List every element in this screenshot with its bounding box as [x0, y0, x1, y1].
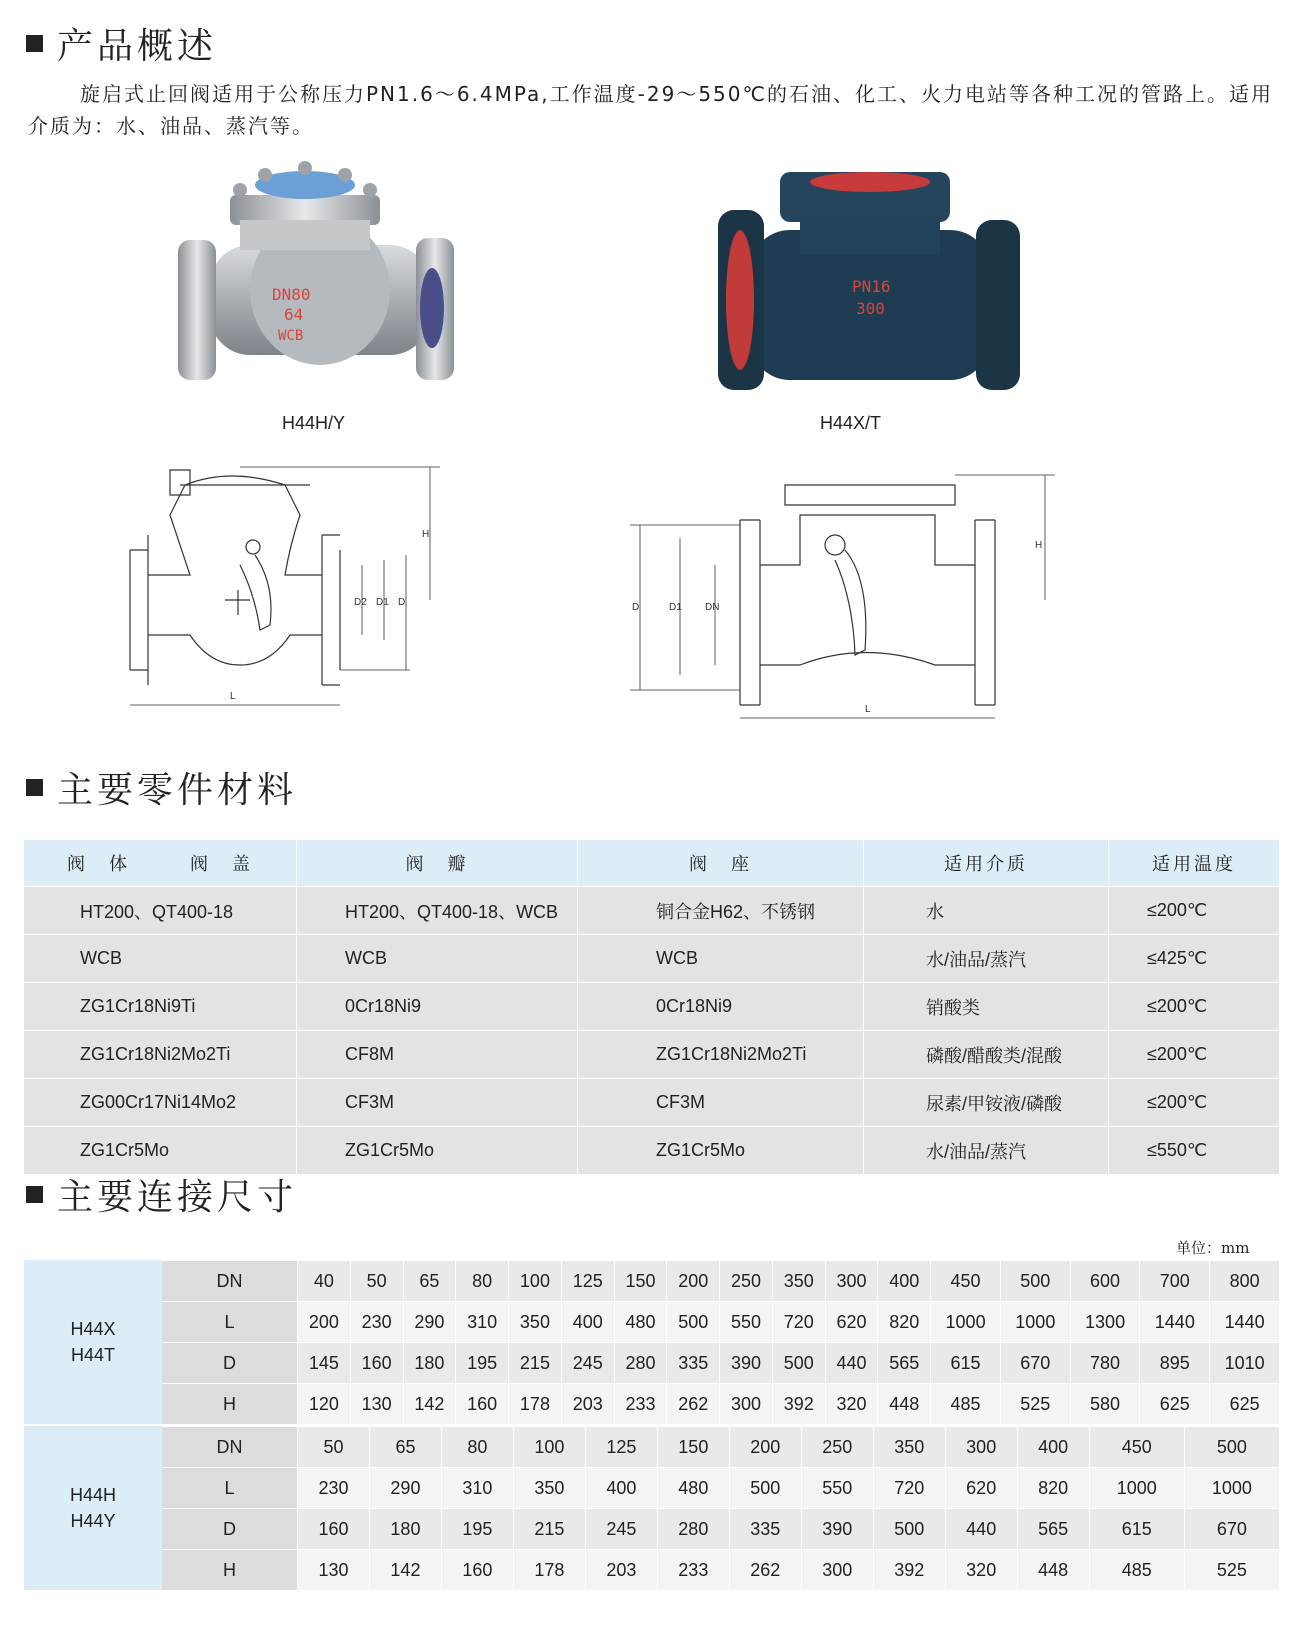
dimension-cell: 178	[513, 1550, 585, 1591]
dimension-cell: 400	[1017, 1427, 1089, 1468]
materials-cell: 尿素/甲铵液/磷酸	[864, 1079, 1109, 1127]
dimension-table-h44h	[24, 1426, 1280, 1590]
dimension-cell: 820	[878, 1302, 931, 1343]
dimension-row-label: L	[162, 1302, 298, 1343]
dimension-cell: 180	[403, 1343, 456, 1384]
dimension-cell: 203	[561, 1384, 614, 1425]
dimension-cell: 300	[801, 1550, 873, 1591]
dimension-cell: 390	[720, 1343, 773, 1384]
dimension-cell: 130	[350, 1384, 403, 1425]
header-seat: 阀 座	[578, 840, 864, 887]
dimension-cell: 160	[456, 1384, 509, 1425]
header-temperature: 适用温度	[1109, 840, 1280, 887]
square-bullet-icon	[26, 1186, 43, 1203]
dimension-cell: 40	[298, 1261, 351, 1302]
materials-cell: WCB	[297, 935, 578, 983]
dimension-cell: 480	[657, 1468, 729, 1509]
dimension-cell: 390	[801, 1509, 873, 1550]
dimension-cell: 350	[873, 1427, 945, 1468]
dimension-row-label: D	[162, 1343, 298, 1384]
dimension-cell: 620	[945, 1468, 1017, 1509]
materials-row	[24, 935, 1280, 983]
dimension-cell: 100	[513, 1427, 585, 1468]
dimension-cell: 392	[772, 1384, 825, 1425]
section-title-text: 主要连接尺寸	[57, 1177, 298, 1218]
dimension-cell: 615	[931, 1343, 1001, 1384]
dimension-cell: 65	[403, 1261, 456, 1302]
dimension-cell: 820	[1017, 1468, 1089, 1509]
model-name: H44T	[70, 1345, 115, 1365]
materials-cell: 铜合金H62、不锈钢	[578, 887, 864, 935]
dimension-cell: 290	[403, 1302, 456, 1343]
dimension-cell: 1000	[1089, 1468, 1184, 1509]
dimension-row-label: DN	[162, 1261, 298, 1302]
dimension-row-label: L	[162, 1468, 298, 1509]
materials-row	[24, 887, 1280, 935]
dimension-row	[162, 1550, 1280, 1591]
dimension-cell: 895	[1140, 1343, 1210, 1384]
materials-cell: 0Cr18Ni9	[297, 983, 578, 1031]
dimension-cell: 280	[657, 1509, 729, 1550]
dimension-row	[162, 1509, 1280, 1550]
intro-text: 旋启式止回阀适用于公称压力PN1.6～6.4MPa,工作温度-29～550℃的石油、化工、火力电站等各种工况的管路上。适用介质为：水、油品、蒸汽等。	[28, 82, 1273, 138]
materials-cell: WCB	[578, 935, 864, 983]
dim-label-d2: D2	[354, 597, 367, 608]
dimension-cell: 160	[298, 1509, 370, 1550]
dimension-cell: 178	[509, 1384, 562, 1425]
dimension-cell: 800	[1210, 1261, 1280, 1302]
dimension-cell: 200	[729, 1427, 801, 1468]
dim-label-l: L	[865, 704, 871, 715]
dimension-cell: 215	[509, 1343, 562, 1384]
dimension-row	[162, 1468, 1280, 1509]
dim-label-dn: DN	[705, 602, 720, 613]
dimension-cell: 615	[1089, 1509, 1184, 1550]
materials-cell: ≤200℃	[1109, 887, 1280, 935]
materials-cell: HT200、QT400-18	[24, 887, 297, 935]
dimension-cell: 350	[509, 1302, 562, 1343]
materials-table	[24, 840, 1280, 1174]
materials-header-row	[24, 840, 1280, 887]
materials-cell: 水/油品/蒸汽	[864, 1127, 1109, 1175]
dimension-cell: 203	[585, 1550, 657, 1591]
dimension-cell: 245	[561, 1343, 614, 1384]
dimension-cell: 450	[1089, 1427, 1184, 1468]
dimension-cell: 720	[772, 1302, 825, 1343]
dimension-cell: 200	[667, 1261, 720, 1302]
dimension-row	[162, 1302, 1280, 1343]
materials-cell: HT200、QT400-18、WCB	[297, 887, 578, 935]
dimension-cell: 320	[825, 1384, 878, 1425]
dimension-cell: 300	[945, 1427, 1017, 1468]
materials-cell: ≤200℃	[1109, 983, 1280, 1031]
dimension-cell: 480	[614, 1302, 667, 1343]
dimension-cell: 625	[1210, 1384, 1280, 1425]
valve-marking-material: WCB	[278, 328, 304, 344]
dimension-cell: 262	[729, 1550, 801, 1591]
dimension-cell: 230	[350, 1302, 403, 1343]
header-body: 阀 体	[67, 854, 130, 874]
dimension-cell: 525	[1000, 1384, 1070, 1425]
model-name: H44H	[69, 1485, 117, 1505]
materials-cell: ZG1Cr18Ni9Ti	[24, 983, 297, 1031]
dimension-cell: 720	[873, 1468, 945, 1509]
intro-paragraph	[28, 78, 1273, 142]
dim-label-d1: D1	[376, 597, 389, 608]
section-title-materials	[26, 762, 297, 813]
dimension-cell: 440	[945, 1509, 1017, 1550]
dimension-cell: 565	[1017, 1509, 1089, 1550]
materials-cell: ZG1Cr18Ni2Mo2Ti	[24, 1031, 297, 1079]
dimension-cell: 500	[873, 1509, 945, 1550]
header-disc: 阀 瓣	[297, 840, 578, 887]
materials-cell: 0Cr18Ni9	[578, 983, 864, 1031]
materials-cell: CF3M	[297, 1079, 578, 1127]
dim-label-d1: D1	[669, 602, 682, 613]
dimension-cell: 500	[1000, 1261, 1070, 1302]
dimension-cell: 100	[509, 1261, 562, 1302]
dimension-cell: 230	[298, 1468, 370, 1509]
dimension-cell: 120	[298, 1384, 351, 1425]
header-medium: 适用介质	[864, 840, 1109, 887]
materials-cell: ≤550℃	[1109, 1127, 1280, 1175]
dimension-cell: 485	[1089, 1550, 1184, 1591]
dimension-row-label: D	[162, 1509, 298, 1550]
dimension-cell: 1000	[931, 1302, 1001, 1343]
dimension-cell: 142	[403, 1384, 456, 1425]
dimension-cell: 525	[1184, 1550, 1279, 1591]
model-name: H44Y	[70, 1511, 116, 1531]
dimension-cell: 625	[1140, 1384, 1210, 1425]
valve-drawing-right	[625, 460, 1070, 730]
dim-label-h: H	[422, 529, 430, 540]
valve-drawing-left	[110, 455, 460, 720]
dimension-cell: 335	[729, 1509, 801, 1550]
dimension-cell: 1010	[1210, 1343, 1280, 1384]
model-name: H44X	[70, 1319, 116, 1339]
model-cell	[24, 1260, 162, 1424]
dimension-cell: 500	[729, 1468, 801, 1509]
dimension-row	[162, 1343, 1280, 1384]
dim-label-l: L	[230, 691, 236, 702]
materials-cell: 水	[864, 887, 1109, 935]
unit-label: 单位：mm	[1176, 1239, 1250, 1257]
dimension-cell: 262	[667, 1384, 720, 1425]
dimension-cell: 450	[931, 1261, 1001, 1302]
dimension-cell: 1000	[1184, 1468, 1279, 1509]
dimension-cell: 448	[878, 1384, 931, 1425]
dimension-cell: 80	[456, 1261, 509, 1302]
dimension-cell: 290	[369, 1468, 441, 1509]
dimension-cell: 550	[720, 1302, 773, 1343]
materials-row	[24, 1031, 1280, 1079]
dimension-cell: 1440	[1210, 1302, 1280, 1343]
dimension-cell: 280	[614, 1343, 667, 1384]
dimension-cell: 600	[1070, 1261, 1140, 1302]
dimension-cell: 310	[456, 1302, 509, 1343]
dimension-row	[162, 1427, 1280, 1468]
dim-label-d: D	[632, 602, 640, 613]
dimension-cell: 145	[298, 1343, 351, 1384]
dimension-cell: 1440	[1140, 1302, 1210, 1343]
materials-cell: 销酸类	[864, 983, 1109, 1031]
dimension-cell: 400	[878, 1261, 931, 1302]
materials-header-body-bonnet	[24, 840, 297, 887]
dimension-cell: 580	[1070, 1384, 1140, 1425]
product-caption-h44h: H44H/Y	[282, 413, 346, 433]
materials-cell: ZG00Cr17Ni14Mo2	[24, 1079, 297, 1127]
dimension-cell: 65	[369, 1427, 441, 1468]
dimension-cell: 150	[657, 1427, 729, 1468]
dimension-grid	[162, 1426, 1280, 1590]
dimension-cell: 620	[825, 1302, 878, 1343]
dimension-cell: 195	[456, 1343, 509, 1384]
dimension-cell: 160	[350, 1343, 403, 1384]
dimension-cell: 500	[1184, 1427, 1279, 1468]
dimension-cell: 780	[1070, 1343, 1140, 1384]
dimension-cell: 400	[561, 1302, 614, 1343]
valve-marking-pn: 64	[284, 305, 304, 324]
product-caption-h44x: H44X/T	[820, 413, 882, 433]
dimension-cell: 130	[298, 1550, 370, 1591]
dimension-cell: 700	[1140, 1261, 1210, 1302]
dimension-cell: 150	[614, 1261, 667, 1302]
materials-cell: ZG1Cr5Mo	[297, 1127, 578, 1175]
section-title-text: 主要零件材料	[57, 770, 298, 811]
dimension-cell: 50	[298, 1427, 370, 1468]
dimension-cell: 392	[873, 1550, 945, 1591]
dimension-cell: 448	[1017, 1550, 1089, 1591]
dimension-cell: 670	[1184, 1509, 1279, 1550]
dimension-cell: 485	[931, 1384, 1001, 1425]
dimension-cell: 1000	[1000, 1302, 1070, 1343]
dimension-cell: 670	[1000, 1343, 1070, 1384]
dimension-row-label: H	[162, 1384, 298, 1425]
valve-photo-h44h	[170, 150, 470, 390]
dimension-cell: 350	[772, 1261, 825, 1302]
dimension-cell: 300	[720, 1384, 773, 1425]
model-cell	[24, 1426, 162, 1590]
dimension-cell: 350	[513, 1468, 585, 1509]
dimension-row	[162, 1384, 1280, 1425]
materials-cell: ZG1Cr5Mo	[578, 1127, 864, 1175]
materials-cell: CF3M	[578, 1079, 864, 1127]
materials-cell: ZG1Cr5Mo	[24, 1127, 297, 1175]
dimension-row-label: DN	[162, 1427, 298, 1468]
dimension-grid	[162, 1260, 1280, 1424]
materials-cell: 水/油品/蒸汽	[864, 935, 1109, 983]
dimension-cell: 1300	[1070, 1302, 1140, 1343]
square-bullet-icon	[26, 35, 43, 52]
materials-cell: ≤200℃	[1109, 1031, 1280, 1079]
dimension-cell: 440	[825, 1343, 878, 1384]
valve-marking-size: 300	[856, 299, 885, 318]
dimension-row-label: H	[162, 1550, 298, 1591]
dimension-cell: 500	[667, 1302, 720, 1343]
dimension-cell: 160	[441, 1550, 513, 1591]
dimension-cell: 233	[614, 1384, 667, 1425]
dimension-cell: 215	[513, 1509, 585, 1550]
dimension-cell: 180	[369, 1509, 441, 1550]
valve-marking-pn: PN16	[852, 277, 891, 296]
dimension-cell: 250	[801, 1427, 873, 1468]
materials-cell: WCB	[24, 935, 297, 983]
materials-cell: ≤425℃	[1109, 935, 1280, 983]
dimension-cell: 233	[657, 1550, 729, 1591]
materials-cell: ZG1Cr18Ni2Mo2Ti	[578, 1031, 864, 1079]
dimension-cell: 250	[720, 1261, 773, 1302]
section-title-dimensions	[26, 1169, 297, 1220]
materials-cell: 磷酸/醋酸类/混酸	[864, 1031, 1109, 1079]
valve-marking-dn: DN80	[272, 285, 311, 304]
square-bullet-icon	[26, 779, 43, 796]
header-bonnet: 阀 盖	[190, 854, 253, 874]
dim-label-h: H	[1035, 540, 1043, 551]
dimension-cell: 300	[825, 1261, 878, 1302]
dimension-cell: 320	[945, 1550, 1017, 1591]
dimension-cell: 565	[878, 1343, 931, 1384]
dimension-cell: 142	[369, 1550, 441, 1591]
dim-label-d: D	[398, 597, 406, 608]
dimension-cell: 125	[561, 1261, 614, 1302]
dimension-cell: 245	[585, 1509, 657, 1550]
dimension-row	[162, 1261, 1280, 1302]
materials-cell: CF8M	[297, 1031, 578, 1079]
dimension-cell: 550	[801, 1468, 873, 1509]
dimension-cell: 310	[441, 1468, 513, 1509]
section-title-overview	[26, 18, 217, 69]
dimension-cell: 195	[441, 1509, 513, 1550]
dimension-cell: 500	[772, 1343, 825, 1384]
materials-row	[24, 1079, 1280, 1127]
materials-row	[24, 1127, 1280, 1175]
dimension-cell: 80	[441, 1427, 513, 1468]
valve-photo-h44x	[710, 160, 1030, 400]
dimension-cell: 400	[585, 1468, 657, 1509]
materials-cell: ≤200℃	[1109, 1079, 1280, 1127]
dimension-cell: 125	[585, 1427, 657, 1468]
materials-row	[24, 983, 1280, 1031]
dimension-table-h44x	[24, 1260, 1280, 1424]
dimension-cell: 50	[350, 1261, 403, 1302]
section-title-text: 产品概述	[57, 26, 218, 67]
dimension-cell: 335	[667, 1343, 720, 1384]
dimension-cell: 200	[298, 1302, 351, 1343]
